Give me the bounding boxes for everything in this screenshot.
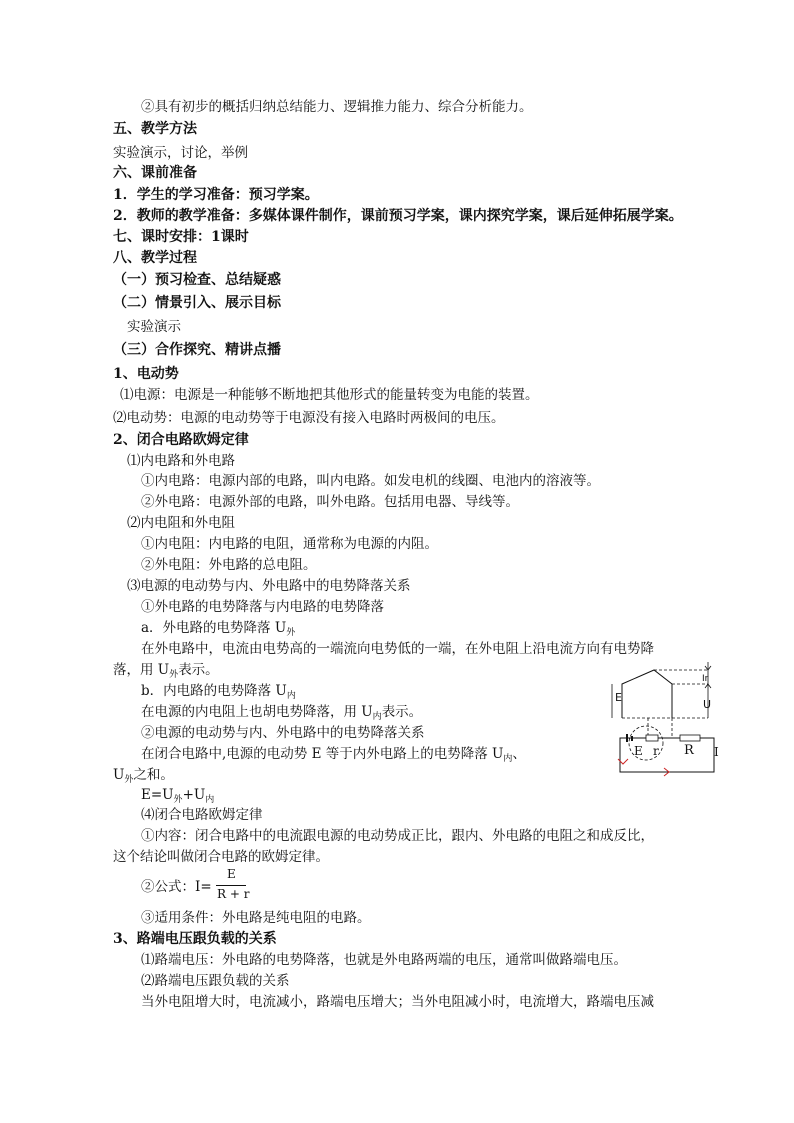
drop-subheading: ①外电路的电势降落与内电路的电势降落: [141, 599, 384, 615]
formula-numerator: E: [227, 867, 236, 881]
objective-line: ②具有初步的概括归纳总结能力、逻辑推力能力、综合分析能力。: [141, 99, 533, 115]
emf-equation: $E=U_外+U_内$: [141, 787, 215, 805]
internal-external-circuit: ⑴内电路和外电路: [127, 453, 235, 469]
ohm-law-content: ①内容：闭合电路中的电流跟电源的电动势成正比，跟内、外电路的电阻之和成反比，: [141, 828, 654, 844]
section-intro: （二）情景引入、展示目标: [113, 295, 281, 311]
section-review: （一）预习检查、总结疑惑: [113, 272, 281, 288]
relation-text-cont: $U_外$之和。: [113, 767, 174, 785]
label-r: r: [653, 744, 659, 758]
ohm-law-subheading: ⑷闭合电路欧姆定律: [141, 807, 263, 823]
topic-terminal-voltage: 3、路端电压跟负载的关系: [113, 931, 277, 947]
emf-source: ⑴电源：电源是一种能够不断地把其他形式的能量转变为电能的装置。: [120, 387, 539, 403]
external-drop-text: 在外电路中，电流由电势高的一端流向电势低的一端，在外电阻上沿电流方向有电势降: [141, 641, 654, 657]
formula-denominator: R + r: [217, 887, 250, 901]
heading-class-hours: 七、课时安排：1课时: [113, 229, 249, 245]
terminal-voltage-def: ⑴路端电压：外电路的电势降落，也就是外电路两端的电压，通常叫做路端电压。: [141, 952, 627, 968]
heading-process: 八、教学过程: [113, 250, 197, 266]
fraction-bar: [216, 885, 246, 886]
label-U: U: [703, 698, 712, 711]
terminal-voltage-relation: ⑵路端电压跟负载的关系: [141, 973, 290, 989]
label-E: E: [615, 691, 622, 704]
prep-teacher: 2．教师的教学准备：多媒体课件制作，课前预习学案，课内探究学案，课后延伸拓展学案。: [113, 208, 683, 224]
prep-student: 1．学生的学习准备：预习学案。: [113, 187, 319, 203]
label-Ir: Ir: [702, 674, 709, 684]
emf-drop-relation: ⑶电源的电动势与内、外电路中的电势降落关系: [127, 578, 411, 594]
external-resistance-def: ②外电阻：外电路的总电阻。: [141, 557, 317, 573]
topic-emf: 1、电动势: [113, 366, 179, 382]
formula-label: ②公式：I=: [141, 879, 212, 895]
internal-resistance-def: ①内电阻：内电路的电阻，通常称为电源的内阻。: [141, 536, 438, 552]
external-drop-text-cont: 落，用 $U_外$表示。: [113, 662, 219, 680]
label-R: R: [684, 743, 694, 758]
label-I: I: [714, 745, 719, 759]
internal-external-resistance: ⑵内电阻和外电阻: [127, 515, 235, 531]
section-explore: （三）合作探究、精讲点播: [113, 342, 281, 358]
external-circuit-def: ②外电路：电源外部的电路，叫外电路。包括用电器、导线等。: [141, 494, 519, 510]
external-drop-title: a．外电路的电势降落 $U_外$: [141, 620, 296, 638]
potential-drop-circuit-diagram: [604, 656, 734, 778]
experiment-demo: 实验演示: [127, 319, 181, 335]
internal-drop-title: b．内电路的电势降落 $U_内$: [141, 683, 296, 701]
teaching-method-text: 实验演示，讨论，举例: [113, 145, 248, 161]
ohm-law-content-cont: 这个结论叫做闭合电路的欧姆定律。: [113, 849, 329, 865]
internal-drop-text: 在电源的内电阻上也胡电势降落，用 $U_内$表示。: [141, 704, 423, 722]
topic-ohm-law: 2、闭合电路欧姆定律: [113, 432, 249, 448]
heading-teaching-method: 五、教学方法: [113, 121, 197, 137]
terminal-voltage-text: 当外电阻增大时，电流减小，路端电压增大；当外电阻减小时，电流增大，路端电压减: [141, 994, 654, 1010]
heading-preparation: 六、课前准备: [113, 165, 197, 181]
label-E-battery: E: [634, 744, 643, 758]
emf-definition: ⑵电动势：电源的电动势等于电源没有接入电路时两极间的电压。: [113, 410, 505, 426]
internal-circuit-def: ①内电路：电源内部的电路，叫内电路。如发电机的线圈、电池内的溶液等。: [141, 473, 600, 489]
relation-text: 在闭合电路中,电源的电动势 E 等于内外电路上的电势降落 $U_内$、: [141, 746, 526, 764]
applicability: ③适用条件：外电路是纯电阻的电路。: [141, 910, 371, 926]
relation-subheading: ②电源的电动势与内、外电路中的电势降落关系: [141, 725, 425, 741]
